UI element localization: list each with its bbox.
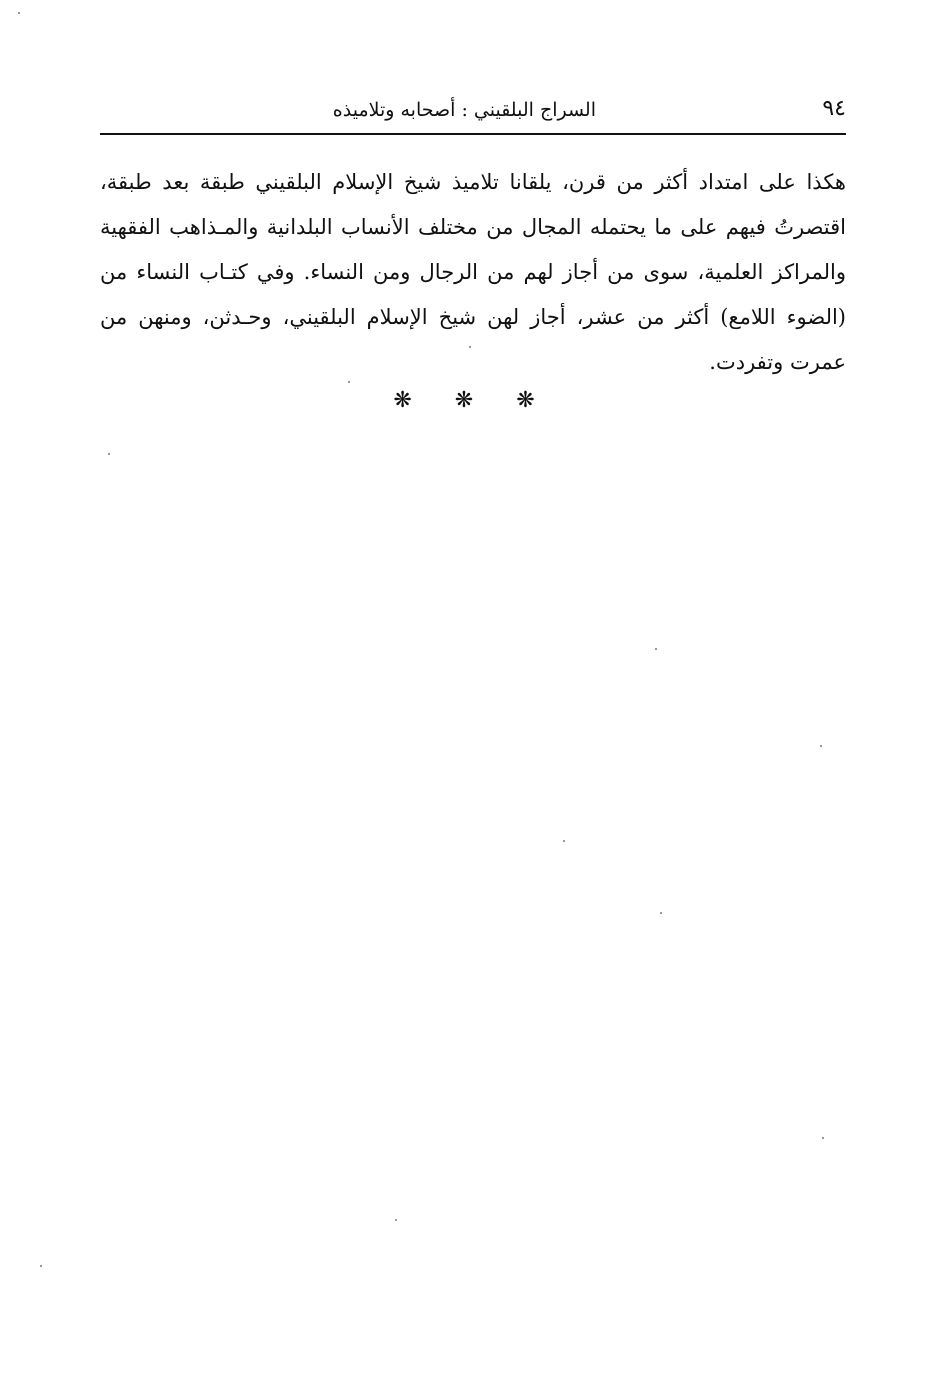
body-line: والمراكز العلمية، سوى من أجاز لهم من الرجال ومن النساء. وفي كتـاب النساء من (100, 260, 846, 284)
header-rule (100, 133, 846, 135)
body-line: اقتصرتُ فيهم على ما يحتمله المجال من مختلف الأنساب البلدانية والمـذاهب الفقهية (100, 215, 846, 239)
scan-speck (660, 912, 662, 914)
scan-speck (348, 381, 350, 383)
body-line: عمرت وتفردت. (709, 350, 846, 374)
scan-speck (822, 1137, 824, 1139)
body-line: هكذا على امتداد أكثر من قرن، يلقانا تلاميذ شيخ الإسلام البلقيني طبقة بعد طبقة، (100, 170, 846, 194)
scan-speck (395, 1219, 397, 1221)
running-title: السراج البلقيني : أصحابه وتلاميذه (332, 99, 596, 121)
scan-speck (820, 745, 822, 747)
section-separator: ❋ ❋ ❋ (393, 388, 553, 413)
body-paragraph (100, 160, 846, 385)
scan-speck (655, 648, 657, 650)
body-line: (الضوء اللامع) أكثر من عشر، أجاز لهن شيخ الإسلام البلقيني، وحـدثن، ومنهن من (100, 305, 846, 329)
scan-speck (469, 346, 471, 348)
scan-speck (563, 840, 565, 842)
scan-speck (18, 12, 20, 14)
page-header (100, 94, 846, 130)
page-number: ٩٤ (822, 96, 846, 121)
scan-speck (40, 1265, 42, 1267)
scan-speck (108, 453, 110, 455)
